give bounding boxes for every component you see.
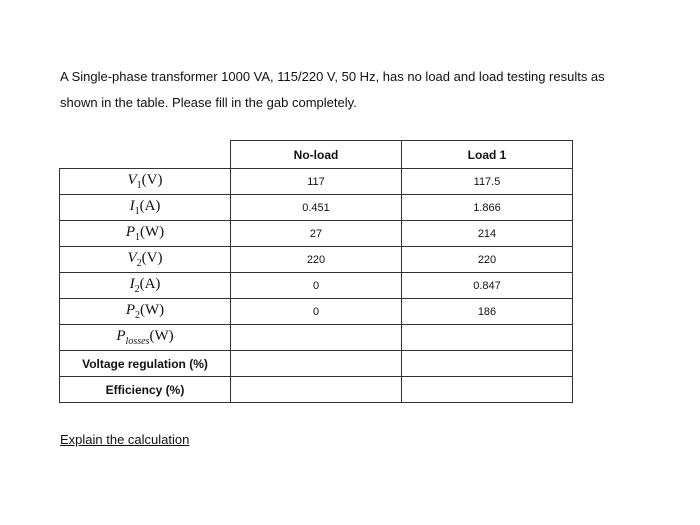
row-label-efficiency: Efficiency (%) [60,377,231,403]
row-label-i1: $I_1(A)$ [60,195,231,221]
table-header-row [60,141,573,169]
cell-no-load [231,351,402,377]
table-row [60,273,573,299]
row-label-p1: $P_1(W)$ [60,221,231,247]
cell-no-load: 0 [231,299,402,325]
cell-load-1 [402,325,573,351]
cell-load-1 [402,351,573,377]
problem-line-1: A Single-phase transformer 1000 VA, 115/220 V, 50 Hz, has no load and load testing results as [60,69,605,84]
cell-no-load: 0.451 [231,195,402,221]
cell-no-load: 117 [231,169,402,195]
table-row [60,325,573,351]
header-corner [60,141,231,169]
cell-load-1: 186 [402,299,573,325]
cell-load-1: 214 [402,221,573,247]
table-row [60,195,573,221]
row-label-i2: $I_2(A)$ [60,273,231,299]
cell-load-1: 117.5 [402,169,573,195]
explain-calculation-heading: Explain the calculation [60,432,190,447]
table-row [60,299,573,325]
cell-load-1 [402,377,573,403]
header-load-1: Load 1 [402,141,573,169]
table-row [60,169,573,195]
cell-load-1: 1.866 [402,195,573,221]
row-label-v1: $V_1(V)$ [60,169,231,195]
table-row [60,377,573,403]
cell-load-1: 220 [402,247,573,273]
table-row [60,247,573,273]
cell-no-load [231,325,402,351]
cell-no-load [231,377,402,403]
test-results-table [59,140,573,403]
row-label-v2: $V_2(V)$ [60,247,231,273]
problem-statement [60,64,660,116]
row-label-p2: $P_2(W)$ [60,299,231,325]
cell-no-load: 27 [231,221,402,247]
cell-no-load: 0 [231,273,402,299]
row-label-voltage-regulation: Voltage regulation (%) [60,351,231,377]
table-row [60,351,573,377]
cell-load-1: 0.847 [402,273,573,299]
cell-no-load: 220 [231,247,402,273]
table-row [60,221,573,247]
row-label-p-losses: $P_{losses}(W)$ [60,325,231,351]
header-no-load: No-load [231,141,402,169]
problem-line-2: shown in the table. Please fill in the gab completely. [60,95,357,110]
